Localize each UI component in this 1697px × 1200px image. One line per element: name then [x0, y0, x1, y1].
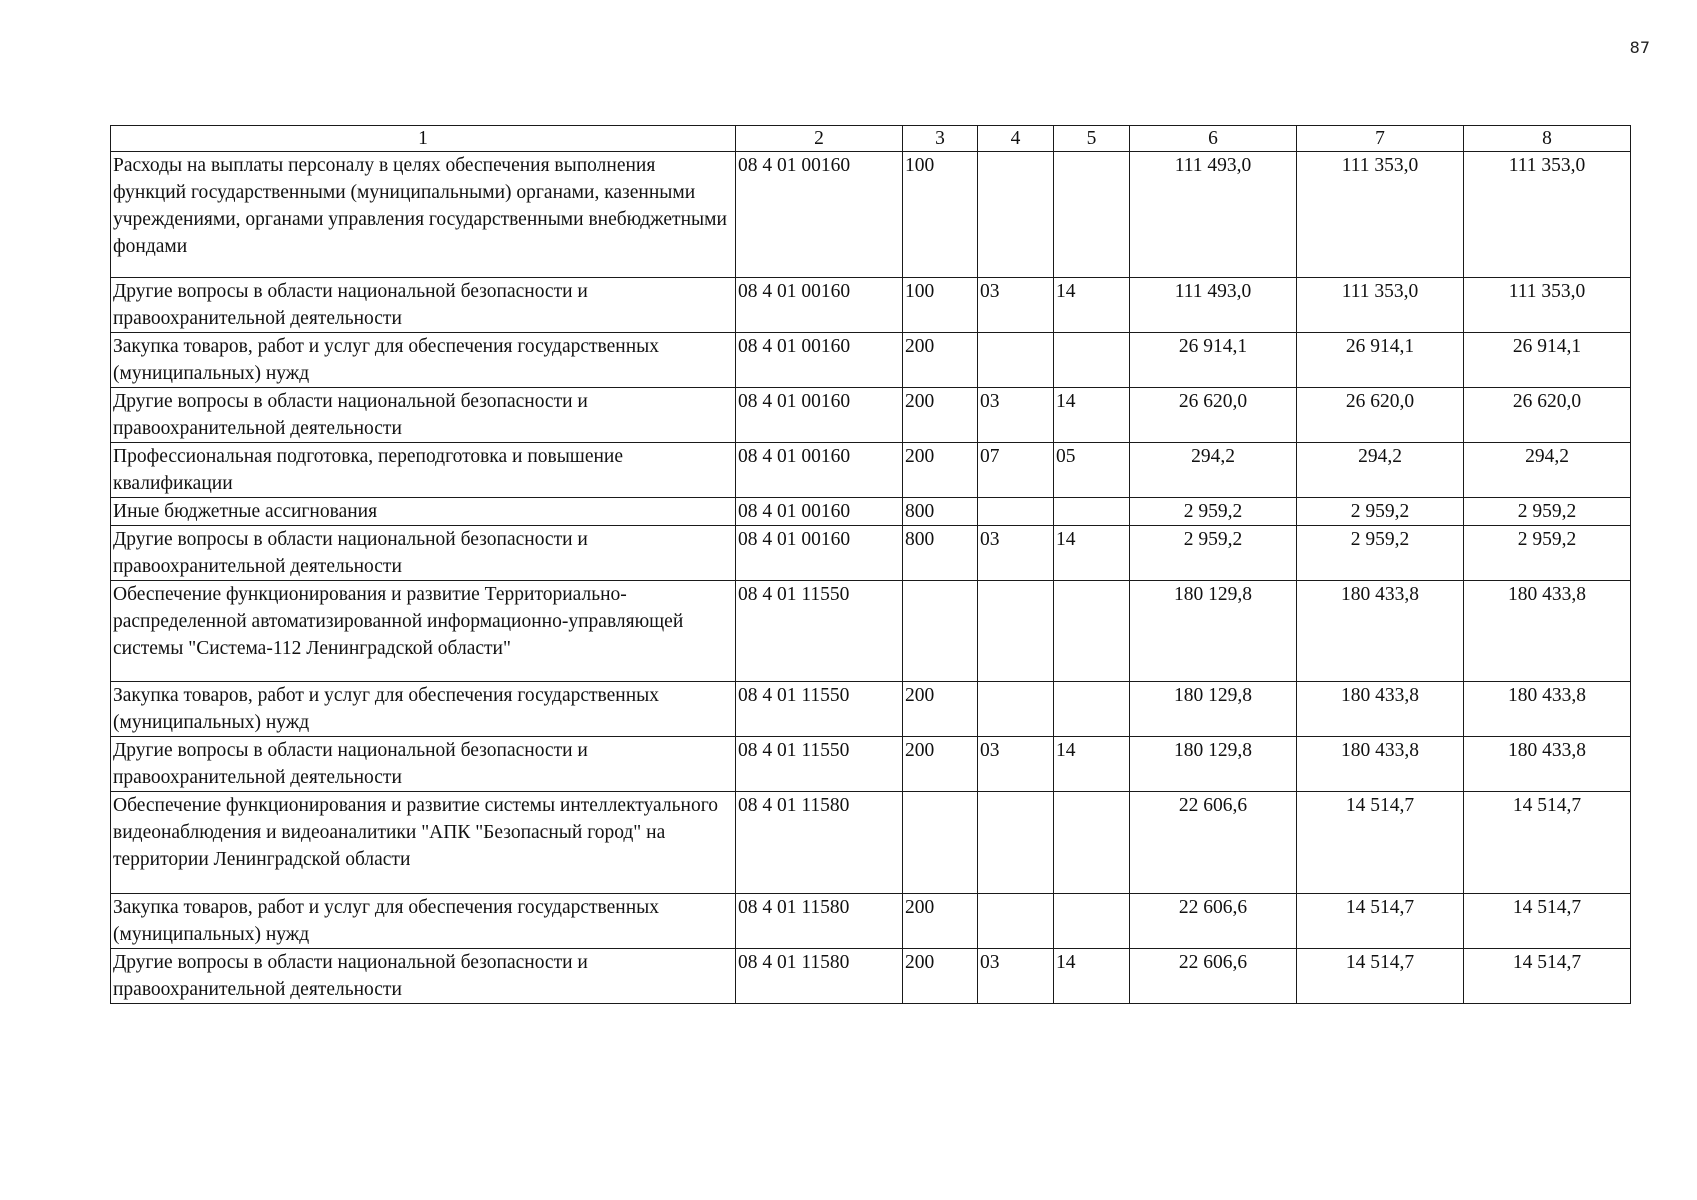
row-name-cell: Другие вопросы в области национальной безопасности и правоохранительной деятельности: [111, 737, 736, 792]
amount-col6-cell: 180 129,8: [1130, 581, 1297, 682]
subsection-cell: [1054, 333, 1130, 388]
table-row: [111, 443, 1631, 498]
target-code-cell: 08 4 01 00160: [736, 278, 903, 333]
column-header: 5: [1054, 126, 1130, 152]
page-number: 87: [1629, 38, 1650, 57]
target-code-cell: 08 4 01 00160: [736, 443, 903, 498]
section-cell: [978, 792, 1054, 894]
row-name-cell: Расходы на выплаты персоналу в целях обеспечения выполнения функций государственными (муниципальными) органами, казенными учреждениями, органами управления государственными внебюджетными фондами: [111, 152, 736, 278]
amount-col7-cell: 14 514,7: [1297, 894, 1464, 949]
row-name-cell: Другие вопросы в области национальной безопасности и правоохранительной деятельности: [111, 278, 736, 333]
table-row: [111, 498, 1631, 526]
amount-col7-cell: 14 514,7: [1297, 792, 1464, 894]
subsection-cell: [1054, 152, 1130, 278]
table-row: [111, 581, 1631, 682]
row-name-cell: Закупка товаров, работ и услуг для обеспечения государственных (муниципальных) нужд: [111, 894, 736, 949]
section-cell: [978, 581, 1054, 682]
column-header: 1: [111, 126, 736, 152]
column-header: 6: [1130, 126, 1297, 152]
table-row: [111, 526, 1631, 581]
target-code-cell: 08 4 01 11580: [736, 894, 903, 949]
budget-table: [110, 125, 1631, 1004]
amount-col8-cell: 26 620,0: [1464, 388, 1631, 443]
amount-col6-cell: 111 493,0: [1130, 152, 1297, 278]
section-cell: [978, 894, 1054, 949]
column-header: 8: [1464, 126, 1631, 152]
table-row: [111, 333, 1631, 388]
expense-type-cell: 100: [903, 152, 978, 278]
subsection-cell: 14: [1054, 737, 1130, 792]
section-cell: [978, 152, 1054, 278]
expense-type-cell: 200: [903, 682, 978, 737]
section-cell: 03: [978, 949, 1054, 1004]
table-row: [111, 152, 1631, 278]
section-cell: [978, 682, 1054, 737]
section-cell: 03: [978, 388, 1054, 443]
target-code-cell: 08 4 01 00160: [736, 388, 903, 443]
row-name-cell: Закупка товаров, работ и услуг для обеспечения государственных (муниципальных) нужд: [111, 333, 736, 388]
section-cell: [978, 333, 1054, 388]
amount-col8-cell: 26 914,1: [1464, 333, 1631, 388]
amount-col6-cell: 294,2: [1130, 443, 1297, 498]
subsection-cell: 14: [1054, 949, 1130, 1004]
amount-col7-cell: 111 353,0: [1297, 278, 1464, 333]
subsection-cell: [1054, 498, 1130, 526]
amount-col6-cell: 2 959,2: [1130, 498, 1297, 526]
section-cell: [978, 498, 1054, 526]
expense-type-cell: [903, 792, 978, 894]
target-code-cell: 08 4 01 11580: [736, 792, 903, 894]
target-code-cell: 08 4 01 11550: [736, 737, 903, 792]
table-row: [111, 388, 1631, 443]
table-row: [111, 682, 1631, 737]
row-name-cell: Обеспечение функционирования и развитие Территориально-распределенной автоматизированной информационно-управляющей системы "Система-112 Ленинградской области": [111, 581, 736, 682]
amount-col7-cell: 2 959,2: [1297, 526, 1464, 581]
column-header: 4: [978, 126, 1054, 152]
expense-type-cell: 200: [903, 333, 978, 388]
amount-col7-cell: 26 620,0: [1297, 388, 1464, 443]
expense-type-cell: 800: [903, 526, 978, 581]
expense-type-cell: 200: [903, 894, 978, 949]
row-name-cell: Иные бюджетные ассигнования: [111, 498, 736, 526]
row-name-cell: Другие вопросы в области национальной безопасности и правоохранительной деятельности: [111, 388, 736, 443]
amount-col8-cell: 2 959,2: [1464, 498, 1631, 526]
column-header: 3: [903, 126, 978, 152]
amount-col6-cell: 22 606,6: [1130, 949, 1297, 1004]
target-code-cell: 08 4 01 11550: [736, 682, 903, 737]
amount-col7-cell: 180 433,8: [1297, 737, 1464, 792]
amount-col8-cell: 294,2: [1464, 443, 1631, 498]
target-code-cell: 08 4 01 11580: [736, 949, 903, 1004]
amount-col8-cell: 111 353,0: [1464, 152, 1631, 278]
row-name-cell: Другие вопросы в области национальной безопасности и правоохранительной деятельности: [111, 949, 736, 1004]
expense-type-cell: 800: [903, 498, 978, 526]
row-name-cell: Обеспечение функционирования и развитие системы интеллектуального видеонаблюдения и видеоаналитики "АПК "Безопасный город" на территории Ленинградской области: [111, 792, 736, 894]
amount-col8-cell: 14 514,7: [1464, 949, 1631, 1004]
amount-col6-cell: 22 606,6: [1130, 792, 1297, 894]
amount-col8-cell: 2 959,2: [1464, 526, 1631, 581]
subsection-cell: [1054, 581, 1130, 682]
amount-col6-cell: 180 129,8: [1130, 737, 1297, 792]
amount-col8-cell: 14 514,7: [1464, 792, 1631, 894]
amount-col8-cell: 180 433,8: [1464, 682, 1631, 737]
table-header-row: [111, 126, 1631, 152]
row-name-cell: Профессиональная подготовка, переподготовка и повышение квалификации: [111, 443, 736, 498]
target-code-cell: 08 4 01 00160: [736, 152, 903, 278]
subsection-cell: [1054, 792, 1130, 894]
expense-type-cell: 100: [903, 278, 978, 333]
subsection-cell: 14: [1054, 388, 1130, 443]
subsection-cell: [1054, 894, 1130, 949]
amount-col7-cell: 180 433,8: [1297, 682, 1464, 737]
amount-col6-cell: 26 620,0: [1130, 388, 1297, 443]
subsection-cell: 05: [1054, 443, 1130, 498]
expense-type-cell: 200: [903, 949, 978, 1004]
subsection-cell: 14: [1054, 278, 1130, 333]
amount-col6-cell: 2 959,2: [1130, 526, 1297, 581]
amount-col8-cell: 180 433,8: [1464, 737, 1631, 792]
amount-col8-cell: 111 353,0: [1464, 278, 1631, 333]
target-code-cell: 08 4 01 00160: [736, 526, 903, 581]
expense-type-cell: 200: [903, 388, 978, 443]
section-cell: 07: [978, 443, 1054, 498]
column-header: 2: [736, 126, 903, 152]
amount-col7-cell: 180 433,8: [1297, 581, 1464, 682]
amount-col7-cell: 2 959,2: [1297, 498, 1464, 526]
section-cell: 03: [978, 278, 1054, 333]
row-name-cell: Другие вопросы в области национальной безопасности и правоохранительной деятельности: [111, 526, 736, 581]
expense-type-cell: 200: [903, 443, 978, 498]
amount-col7-cell: 26 914,1: [1297, 333, 1464, 388]
table-row: [111, 278, 1631, 333]
target-code-cell: 08 4 01 11550: [736, 581, 903, 682]
table-row: [111, 894, 1631, 949]
amount-col8-cell: 14 514,7: [1464, 894, 1631, 949]
amount-col6-cell: 26 914,1: [1130, 333, 1297, 388]
table-row: [111, 737, 1631, 792]
amount-col7-cell: 294,2: [1297, 443, 1464, 498]
target-code-cell: 08 4 01 00160: [736, 333, 903, 388]
amount-col6-cell: 111 493,0: [1130, 278, 1297, 333]
row-name-cell: Закупка товаров, работ и услуг для обеспечения государственных (муниципальных) нужд: [111, 682, 736, 737]
expense-type-cell: 200: [903, 737, 978, 792]
target-code-cell: 08 4 01 00160: [736, 498, 903, 526]
amount-col7-cell: 14 514,7: [1297, 949, 1464, 1004]
subsection-cell: 14: [1054, 526, 1130, 581]
section-cell: 03: [978, 737, 1054, 792]
subsection-cell: [1054, 682, 1130, 737]
table-row: [111, 949, 1631, 1004]
amount-col6-cell: 180 129,8: [1130, 682, 1297, 737]
table-row: [111, 792, 1631, 894]
amount-col6-cell: 22 606,6: [1130, 894, 1297, 949]
section-cell: 03: [978, 526, 1054, 581]
amount-col7-cell: 111 353,0: [1297, 152, 1464, 278]
column-header: 7: [1297, 126, 1464, 152]
amount-col8-cell: 180 433,8: [1464, 581, 1631, 682]
expense-type-cell: [903, 581, 978, 682]
